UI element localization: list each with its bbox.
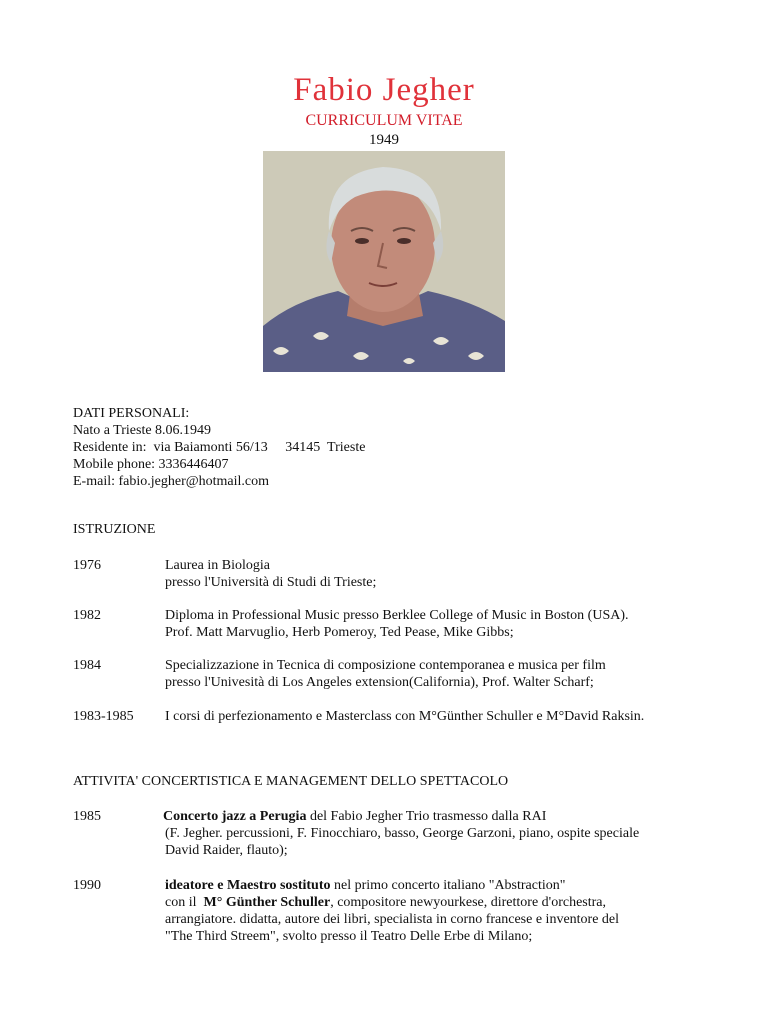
entry-line: Prof. Matt Marvuglio, Herb Pomeroy, Ted Pease, Mike Gibbs;: [165, 625, 514, 640]
portrait-photo: [263, 151, 505, 372]
entry-highlight: ideatore e Maestro sostituto: [165, 878, 331, 893]
entry-line: presso l'Università di Studi di Trieste;: [165, 575, 377, 590]
entry-text: , compositore newyourkese, direttore d'orchestra,: [330, 895, 607, 910]
birth-year: 1949: [369, 132, 399, 148]
entry-line: David Raider, flauto);: [165, 843, 288, 858]
email-info: E-mail: fabio.jegher@hotmail.com: [73, 474, 269, 489]
phone-info: Mobile phone: 3336446407: [73, 457, 229, 472]
entry-line: [165, 894, 619, 911]
entry-line: Specializzazione in Tecnica di composizione contemporanea e musica per film: [165, 658, 606, 673]
entry-line: "The Third Streem", svolto presso il Teatro Delle Erbe di Milano;: [165, 929, 533, 944]
entry-line: Laurea in Biologia: [165, 558, 270, 573]
portrait-illustration: [263, 151, 505, 372]
entry-description: [165, 657, 606, 691]
entry-year: 1984: [73, 658, 101, 673]
entry-line: (F. Jegher. percussioni, F. Finocchiaro, basso, George Garzoni, piano, ospite speciale: [165, 826, 640, 841]
entry-line: Diploma in Professional Music presso Berklee College of Music in Boston (USA).: [165, 608, 629, 623]
entry-year: 1990: [73, 878, 101, 893]
entry-highlight: Concerto jazz a Perugia: [163, 809, 307, 824]
entry-year: 1983-1985: [73, 709, 134, 724]
education-heading: ISTRUZIONE: [73, 522, 156, 537]
birth-info: Nato a Trieste 8.06.1949: [73, 423, 212, 438]
entry-text: del Fabio Jegher Trio trasmesso dalla RAI: [306, 809, 547, 824]
entry-line: arrangiatore. didatta, autore dei libri, specialista in corno francese e inventore del: [165, 912, 620, 927]
entry-year: 1976: [73, 558, 101, 573]
document-title: CURRICULUM VITAE: [305, 112, 463, 129]
entry-text: nel primo concerto italiano "Abstraction": [330, 878, 566, 893]
entry-description: [165, 708, 644, 725]
entry-year: 1985: [73, 809, 101, 824]
entry-line: [163, 808, 639, 825]
person-name: Fabio Jegher: [293, 72, 475, 108]
activities-heading: ATTIVITA' CONCERTISTICA E MANAGEMENT DELLO SPETTACOLO: [73, 774, 509, 789]
entry-line: I corsi di perfezionamento e Masterclass con M°Günther Schuller e M°David Raksin.: [165, 709, 645, 724]
entry-highlight: M° Günther Schuller: [203, 895, 331, 910]
entry-line: presso l'Univesità di Los Angeles extension(California), Prof. Walter Scharf;: [165, 675, 594, 690]
residence-info: Residente in: via Baiamonti 56/13 34145 Trieste: [73, 440, 366, 455]
entry-line: [165, 877, 619, 894]
entry-year: 1982: [73, 608, 101, 623]
entry-description: [165, 877, 619, 945]
entry-description: [165, 607, 629, 641]
entry-text: con il: [165, 895, 204, 910]
personal-heading: DATI PERSONALI:: [73, 406, 190, 421]
entry-description: [163, 808, 639, 859]
entry-description: [165, 557, 376, 591]
